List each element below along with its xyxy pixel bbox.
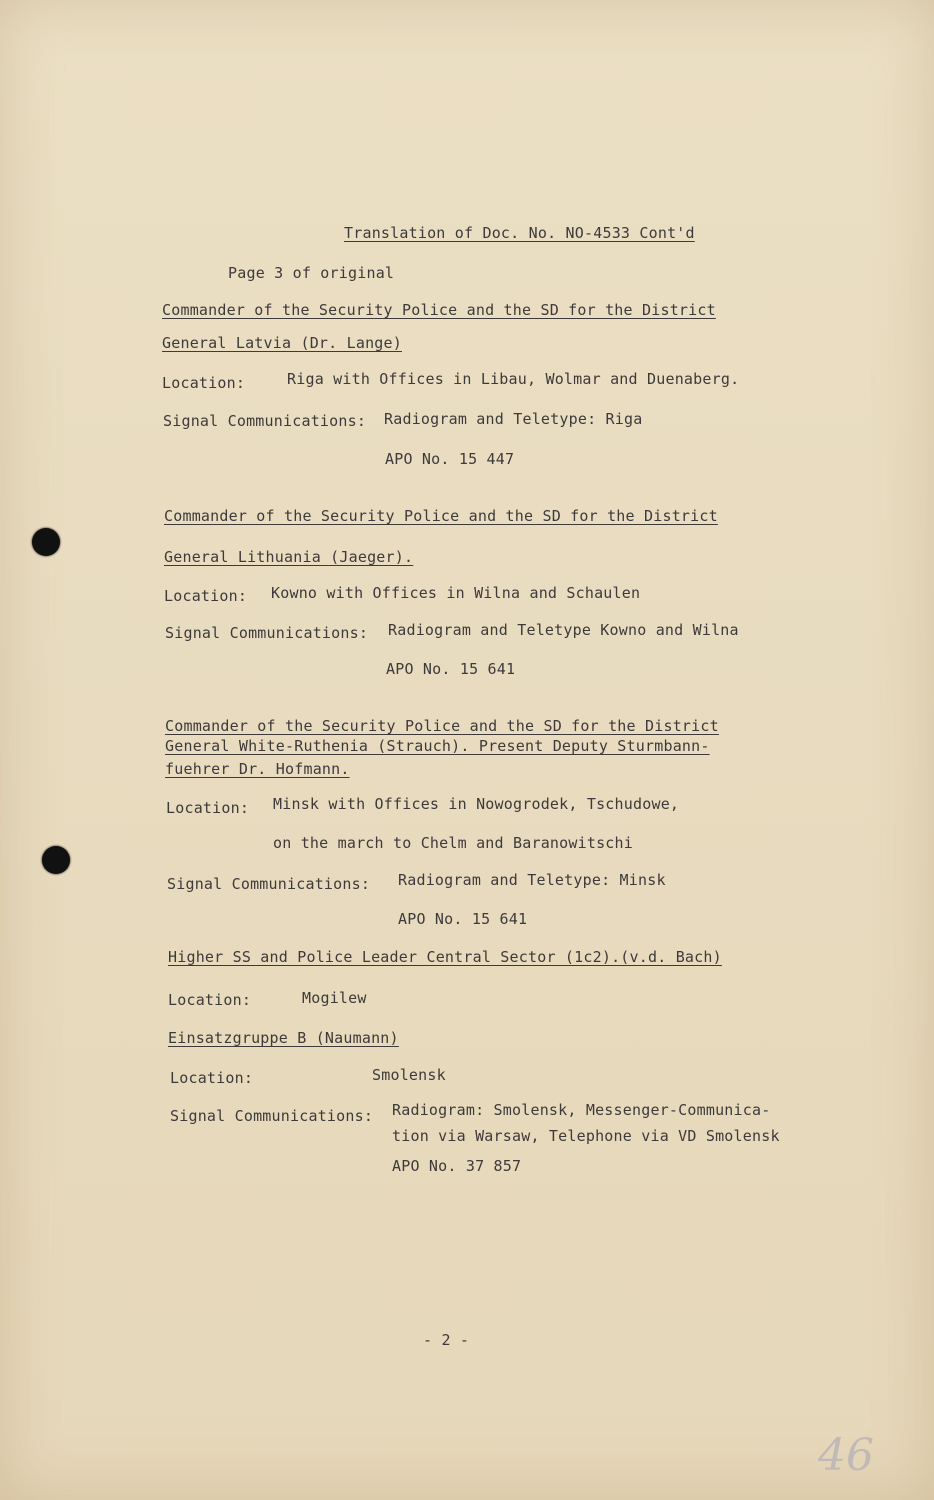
latvia-heading-2: General Latvia (Dr. Lange) — [162, 334, 402, 352]
higher-ss-heading: Higher SS and Police Leader Central Sector (1c2).(v.d. Bach) — [168, 948, 722, 966]
einsatzgruppe-heading: Einsatzgruppe B (Naumann) — [168, 1029, 399, 1047]
ruthenia-apo: APO No. 15 641 — [398, 910, 528, 928]
einsatzgruppe-signal-value-1: Radiogram: Smolensk, Messenger-Communica- — [392, 1101, 771, 1119]
ruthenia-signal-value: Radiogram and Teletype: Minsk — [398, 871, 666, 889]
ruthenia-heading-3: fuehrer Dr. Hofmann. — [165, 760, 350, 778]
punch-hole-bottom — [42, 846, 70, 874]
lithuania-heading-2: General Lithuania (Jaeger). — [164, 548, 414, 566]
lithuania-signal-label: Signal Communications: — [165, 624, 369, 642]
higher-ss-location-value: Mogilew — [302, 989, 367, 1007]
latvia-heading-1: Commander of the Security Police and the SD for the District — [162, 301, 716, 319]
latvia-signal-value: Radiogram and Teletype: Riga — [384, 410, 643, 428]
lithuania-heading-1: Commander of the Security Police and the SD for the District — [164, 507, 718, 525]
einsatzgruppe-apo: APO No. 37 857 — [392, 1157, 522, 1175]
document-title: Translation of Doc. No. NO-4533 Cont'd — [344, 224, 695, 242]
handwritten-page-mark: 46 — [818, 1430, 874, 1481]
latvia-apo: APO No. 15 447 — [385, 450, 515, 468]
latvia-location-label: Location: — [162, 374, 246, 392]
latvia-signal-label: Signal Communications: — [163, 412, 367, 430]
lithuania-location-value: Kowno with Offices in Wilna and Schaulen — [271, 584, 641, 602]
ruthenia-heading-2: General White-Ruthenia (Strauch). Present Deputy Sturmbann- — [165, 737, 710, 755]
einsatzgruppe-location-label: Location: — [170, 1069, 254, 1087]
lithuania-signal-value: Radiogram and Teletype Kowno and Wilna — [388, 621, 739, 639]
ruthenia-signal-label: Signal Communications: — [167, 875, 371, 893]
punch-hole-top — [32, 528, 60, 556]
einsatzgruppe-location-value: Smolensk — [372, 1066, 446, 1084]
ruthenia-location-value: Minsk with Offices in Nowogrodek, Tschudowe, — [273, 795, 680, 813]
lithuania-location-label: Location: — [164, 587, 248, 605]
higher-ss-location-label: Location: — [168, 991, 252, 1009]
ruthenia-location-cont: on the march to Chelm and Baranowitschi — [273, 834, 633, 852]
ruthenia-heading-1: Commander of the Security Police and the SD for the District — [165, 717, 719, 735]
page-reference: Page 3 of original — [228, 264, 395, 282]
ruthenia-location-label: Location: — [166, 799, 250, 817]
einsatzgruppe-signal-label: Signal Communications: — [170, 1107, 374, 1125]
page-number: - 2 - — [423, 1331, 470, 1349]
einsatzgruppe-signal-value-2: tion via Warsaw, Telephone via VD Smolensk — [392, 1127, 780, 1145]
latvia-location-value: Riga with Offices in Libau, Wolmar and Duenaberg. — [287, 370, 740, 388]
lithuania-apo: APO No. 15 641 — [386, 660, 516, 678]
